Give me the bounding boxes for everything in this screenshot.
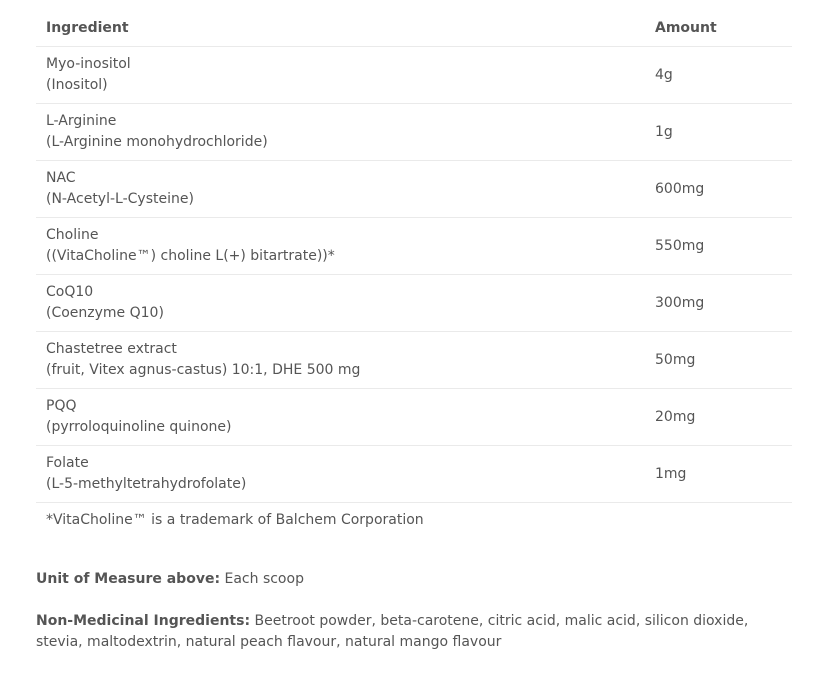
ingredient-name: L-Arginine <box>46 113 117 129</box>
ingredient-detail: (Coenzyme Q10) <box>46 305 164 321</box>
table-row <box>36 275 792 332</box>
amount-cell: 20mg <box>645 389 792 446</box>
ingredient-detail: (pyrroloquinoline quinone) <box>46 419 232 435</box>
ingredient-cell <box>36 332 645 389</box>
table-row <box>36 389 792 446</box>
ingredient-cell <box>36 275 645 332</box>
amount-cell: 50mg <box>645 332 792 389</box>
ingredient-cell <box>36 218 645 275</box>
ingredient-name: NAC <box>46 170 76 186</box>
unit-of-measure-label: Unit of Measure above: <box>36 571 221 587</box>
table-row <box>36 104 792 161</box>
unit-of-measure-value: Each scoop <box>220 571 304 587</box>
unit-of-measure <box>36 569 304 590</box>
amount-cell: 300mg <box>645 275 792 332</box>
ingredient-detail: (L-5-methyltetrahydrofolate) <box>46 476 247 492</box>
non-medicinal-value: Beetroot powder, beta-carotene, citric acid, malic acid, silicon dioxide, stevia, maltodextrin, natural peach flavour, natural mango flavour <box>36 613 749 650</box>
table-row <box>36 446 792 503</box>
ingredient-cell <box>36 161 645 218</box>
table-row <box>36 218 792 275</box>
ingredient-name: CoQ10 <box>46 284 94 300</box>
non-medicinal-ingredients <box>36 611 796 653</box>
amount-cell: 550mg <box>645 218 792 275</box>
column-header-amount: Amount <box>645 10 792 47</box>
column-header-ingredient: Ingredient <box>36 10 645 47</box>
ingredient-name: Folate <box>46 455 89 471</box>
table-header-row <box>36 10 792 47</box>
ingredient-cell <box>36 389 645 446</box>
amount-cell: 1mg <box>645 446 792 503</box>
ingredient-cell <box>36 446 645 503</box>
ingredient-cell <box>36 104 645 161</box>
footnote-row <box>36 503 792 539</box>
ingredient-name: Choline <box>46 227 99 243</box>
ingredient-name: Myo-inositol <box>46 56 131 72</box>
ingredient-detail: (L-Arginine monohydrochloride) <box>46 134 268 150</box>
trademark-footnote: *VitaCholine™ is a trademark of Balchem Corporation <box>46 511 424 528</box>
ingredients-table <box>36 10 792 539</box>
table-row <box>36 332 792 389</box>
amount-cell: 4g <box>645 47 792 104</box>
table-row <box>36 161 792 218</box>
amount-cell: 1g <box>645 104 792 161</box>
ingredient-detail: ((VitaCholine™) choline L(+) bitartrate))* <box>46 248 335 264</box>
ingredient-name: Chastetree extract <box>46 341 177 357</box>
non-medicinal-label: Non-Medicinal Ingredients: <box>36 613 251 629</box>
ingredient-detail: (N-Acetyl-L-Cysteine) <box>46 191 194 207</box>
ingredient-detail: (fruit, Vitex agnus-castus) 10:1, DHE 500 mg <box>46 362 361 378</box>
ingredient-detail: (Inositol) <box>46 77 108 93</box>
table-row <box>36 47 792 104</box>
amount-cell: 600mg <box>645 161 792 218</box>
ingredient-cell <box>36 47 645 104</box>
ingredient-name: PQQ <box>46 398 77 414</box>
